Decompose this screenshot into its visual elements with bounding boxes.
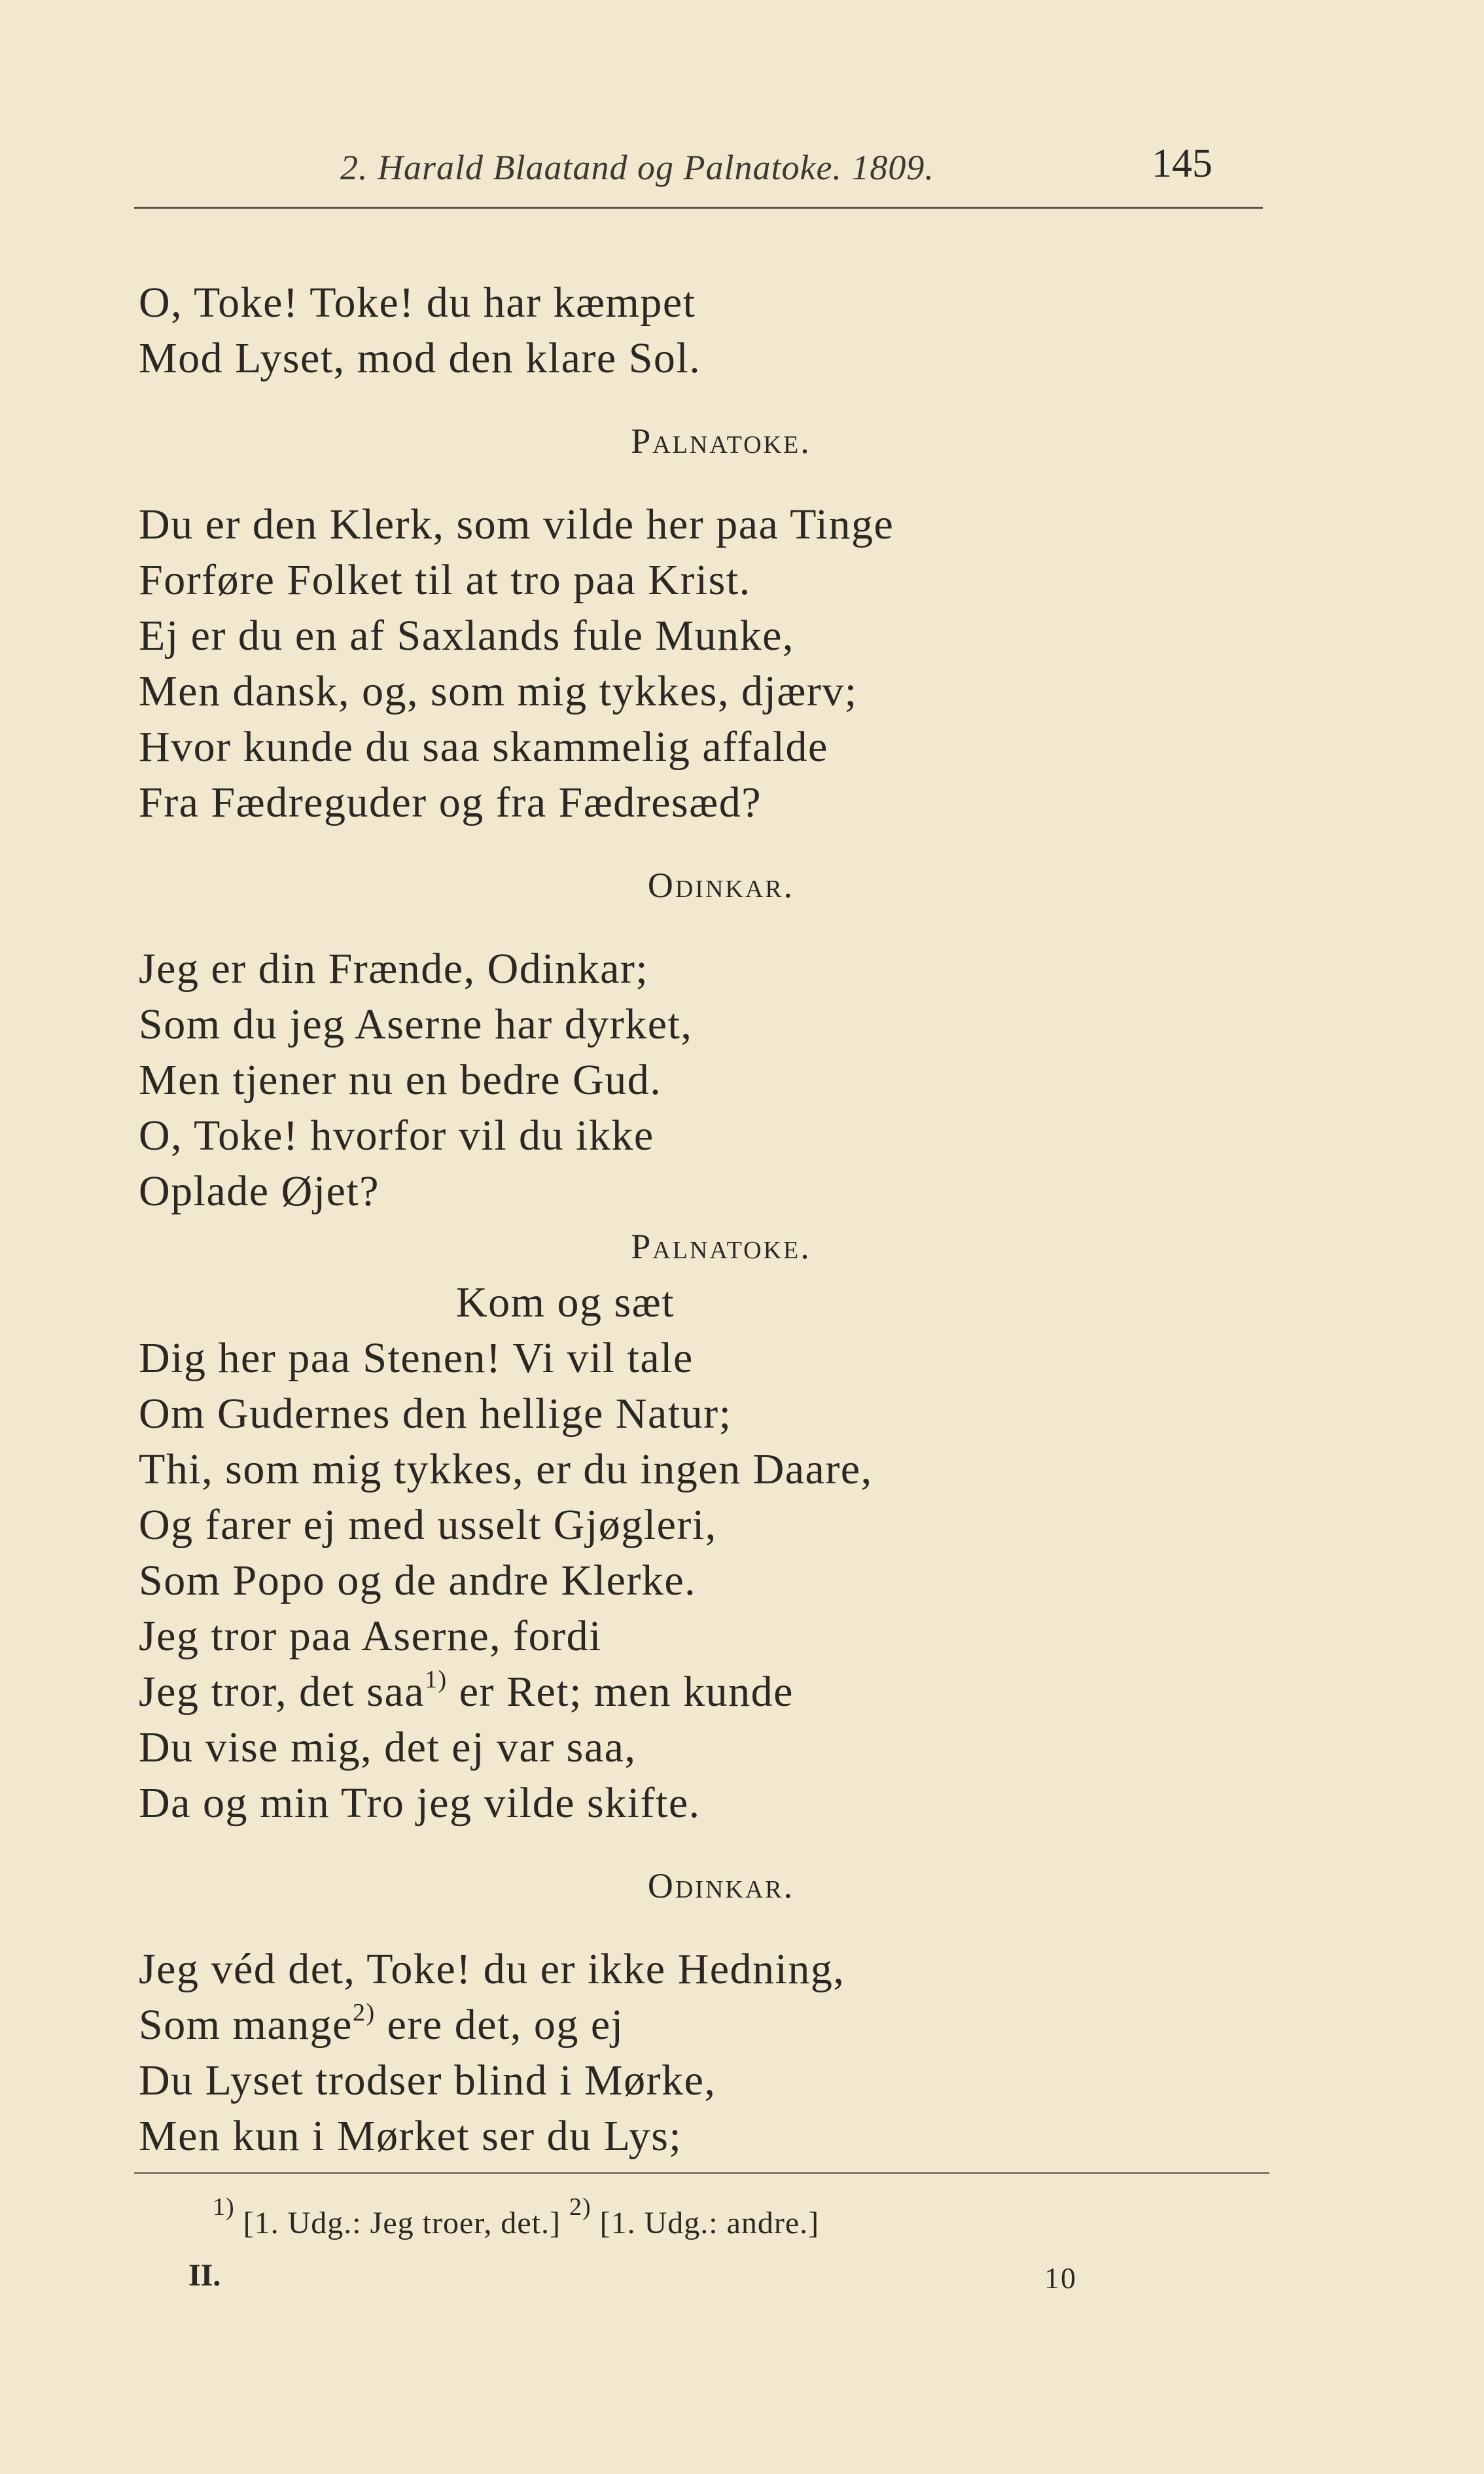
- verse-text-run: Forføre Folket til at tro paa Krist.: [139, 556, 751, 604]
- verse-line: [139, 1108, 1264, 1163]
- verse-text-run: Du vise mig, det ej var saa,: [139, 1723, 637, 1771]
- page-header: [0, 128, 1484, 200]
- verse-line: [139, 1941, 1264, 1997]
- verse-text-run: Oplade Øjet?: [139, 1167, 380, 1215]
- verse-text-run: Som du jeg Aserne har dyrket,: [139, 1000, 693, 1048]
- verse-text-run: ere det, og ej: [375, 2001, 624, 2049]
- verse-line: [139, 1608, 1264, 1664]
- verse-text-run: Ej er du en af Saxlands fule Munke,: [139, 612, 794, 660]
- verse-text-run: er Ret; men kunde: [447, 1668, 794, 1716]
- footnote-rule: [134, 2172, 1269, 2174]
- verse-text-run: Da og min Tro jeg vilde skifte.: [139, 1779, 701, 1827]
- verse-text-run: Men tjener nu en bedre Gud.: [139, 1056, 662, 1104]
- verse-text: [139, 275, 1264, 2164]
- verse-line: [139, 608, 1264, 663]
- verse-text-run: Som mange: [139, 2001, 353, 2049]
- verse-text-run: Mod Lyset, mod den klare Sol.: [139, 334, 701, 382]
- verse-text-run: Som Popo og de andre Klerke.: [139, 1557, 697, 1604]
- verse-text-run: O, Toke! hvorfor vil du ikke: [139, 1112, 654, 1159]
- verse-text-run: Jeg véd det, Toke! du er ikke Hedning,: [139, 1945, 845, 1993]
- verse-line: [139, 1664, 1264, 1720]
- verse-line: [139, 497, 1264, 552]
- verse-text-run: O, Toke! Toke! du har kæmpet: [139, 279, 696, 327]
- verse-line: [139, 1441, 1264, 1497]
- footnote-text: [1. Udg.: andre.]: [591, 2206, 820, 2240]
- speaker-name: Odinkar.: [647, 866, 795, 905]
- verse-text-run: Kom og sæt: [456, 1279, 675, 1326]
- verse-line: [139, 2108, 1264, 2164]
- verse-line: [139, 552, 1264, 608]
- page-number: 145: [1152, 141, 1212, 186]
- footnote-marker: 2): [569, 2193, 592, 2221]
- verse-text-run: Men dansk, og, som mig tykkes, djærv;: [139, 667, 858, 715]
- verse-line: [139, 1775, 1264, 1831]
- verse-line: [139, 719, 1264, 775]
- header-rule: [134, 207, 1263, 209]
- verse-line: [139, 330, 1264, 386]
- verse-line: [139, 997, 1264, 1052]
- verse-text-run: Men kun i Mørket ser du Lys;: [139, 2112, 682, 2160]
- verse-line: [139, 1163, 1264, 1219]
- footnote-reference: 2): [352, 1999, 376, 2026]
- footnote-reference: 1): [425, 1666, 448, 1693]
- verse-text-run: Jeg tror paa Aserne, fordi: [139, 1612, 602, 1660]
- verse-text-run: Hvor kunde du saa skammelig affalde: [139, 723, 828, 771]
- verse-line: [139, 1275, 1264, 1330]
- verse-line: [139, 941, 1264, 997]
- verse-text-run: Du Lyset trodser blind i Mørke,: [139, 2057, 716, 2104]
- verse-line: [139, 1720, 1264, 1775]
- running-title: 2. Harald Blaatand og Palnatoke. 1809.: [340, 148, 934, 187]
- speaker-name: Palnatoke.: [631, 421, 811, 461]
- verse-line: [139, 663, 1264, 719]
- footnote-text: [1. Udg.: Jeg troer, det.]: [234, 2206, 569, 2240]
- verse-line: [139, 1553, 1264, 1608]
- verse-line: [139, 1052, 1264, 1108]
- verse-line: [139, 1497, 1264, 1553]
- verse-line: [139, 775, 1264, 830]
- verse-line: [139, 1386, 1264, 1441]
- verse-text-run: Dig her paa Stenen! Vi vil tale: [139, 1334, 694, 1382]
- footnotes: [213, 2193, 820, 2241]
- speaker-name: Odinkar.: [647, 1866, 795, 1905]
- verse-line: [139, 275, 1264, 330]
- verse-text-run: Fra Fædreguder og fra Fædresæd?: [139, 779, 762, 826]
- verse-text-run: Om Gudernes den hellige Natur;: [139, 1390, 732, 1438]
- verse-line: [139, 1330, 1264, 1386]
- verse-text-run: Thi, som mig tykkes, er du ingen Daare,: [139, 1445, 873, 1493]
- speaker-name: Palnatoke.: [631, 1227, 811, 1266]
- sheet-number: 10: [1044, 2261, 1077, 2295]
- verse-text-run: Jeg tror, det saa: [139, 1668, 425, 1716]
- verse-line: [139, 1997, 1264, 2053]
- verse-text-run: Jeg er din Frænde, Odinkar;: [139, 945, 649, 993]
- signature-mark: II.: [188, 2258, 221, 2293]
- footnote-marker: 1): [213, 2193, 235, 2221]
- verse-text-run: Du er den Klerk, som vilde her paa Tinge: [139, 501, 894, 548]
- verse-line: [139, 2053, 1264, 2108]
- verse-text-run: Og farer ej med usselt Gjøgleri,: [139, 1501, 717, 1549]
